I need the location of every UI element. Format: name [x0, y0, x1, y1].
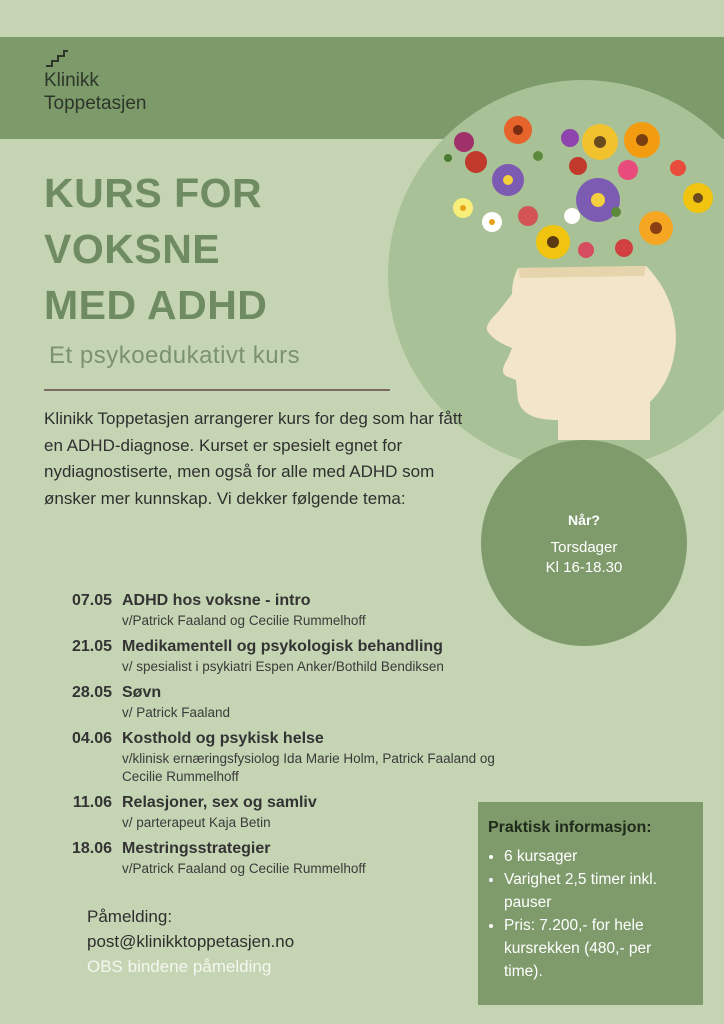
title-divider	[44, 389, 390, 391]
schedule-speakers: v/ parterapeut Kaja Betin	[122, 815, 271, 830]
schedule-date: 04.06	[71, 730, 112, 747]
flowers-decoration	[444, 116, 713, 259]
schedule-speakers: v/Patrick Faaland og Cecilie Rummelhoff	[122, 861, 366, 876]
schedule-row	[44, 636, 524, 676]
intro-paragraph: Klinikk Toppetasjen arrangerer kurs for deg som har fått en ADHD-diagnose. Kurset er spesielt egnet for nydiagnostiserte, men også for alle med ADHD som ønsker mer kunnskap. Vi dekker følgende tema:	[44, 409, 463, 508]
page-title	[44, 165, 384, 333]
signup-note: OBS bindene påmelding	[87, 957, 272, 976]
signup-email[interactable]: post@klinikktoppetasjen.no	[87, 932, 295, 951]
when-day: Torsdager	[550, 539, 618, 556]
practical-info-box	[478, 802, 703, 1005]
brand-logo	[44, 48, 146, 114]
schedule-topic: Relasjoner, sex og samliv	[122, 794, 317, 811]
schedule-date: 11.06	[72, 794, 112, 811]
practical-heading: Praktisk informasjon:	[488, 819, 652, 836]
schedule-row	[44, 838, 524, 878]
practical-list	[488, 845, 693, 983]
schedule-date: 21.05	[71, 638, 112, 655]
schedule-list	[44, 590, 524, 878]
schedule-row	[44, 792, 524, 832]
schedule-date: 18.06	[71, 840, 112, 857]
title-line-3: MED ADHD	[44, 282, 268, 328]
title-line-2: VOKSNE	[44, 226, 221, 272]
practical-item: • Pris: 7.200,- for hele kursrekken (480,- per time).	[504, 914, 693, 983]
schedule-speakers: v/klinisk ernæringsfysiolog Ida Marie Holm, Patrick Faaland og Cecilie Rummelhoff	[122, 751, 495, 784]
schedule-topic: Mestringsstrategier	[122, 840, 271, 857]
brand-name-line1: Klinikk	[44, 70, 99, 91]
schedule-topic: Medikamentell og psykologisk behandling	[122, 638, 443, 655]
signup-section	[87, 904, 294, 979]
signup-label: Påmelding:	[87, 907, 173, 926]
schedule-topic: ADHD hos voksne - intro	[122, 592, 311, 609]
practical-item: • 6 kursager	[504, 845, 693, 868]
schedule-date: 28.05	[71, 684, 112, 701]
schedule-date: 07.05	[71, 592, 112, 609]
schedule-row	[44, 590, 524, 630]
schedule-speakers: v/Patrick Faaland og Cecilie Rummelhoff	[122, 613, 366, 628]
when-time: Kl 16-18.30	[545, 559, 623, 576]
page-subtitle: Et psykoedukativt kurs	[49, 342, 301, 369]
schedule-row	[44, 682, 524, 722]
title-line-1: KURS FOR	[44, 170, 263, 216]
stairs-icon	[44, 48, 70, 68]
practical-item: • Varighet 2,5 timer inkl. pauser	[504, 868, 693, 914]
schedule-row	[44, 728, 524, 786]
schedule-topic: Søvn	[122, 684, 162, 701]
brand-name-line2: Toppetasjen	[44, 93, 147, 114]
schedule-topic: Kosthold og psykisk helse	[122, 730, 324, 747]
schedule-speakers: v/ spesialist i psykiatri Espen Anker/Bothild Bendiksen	[122, 659, 444, 674]
schedule-speakers: v/ Patrick Faaland	[122, 705, 231, 720]
when-label: Når?	[568, 512, 600, 528]
